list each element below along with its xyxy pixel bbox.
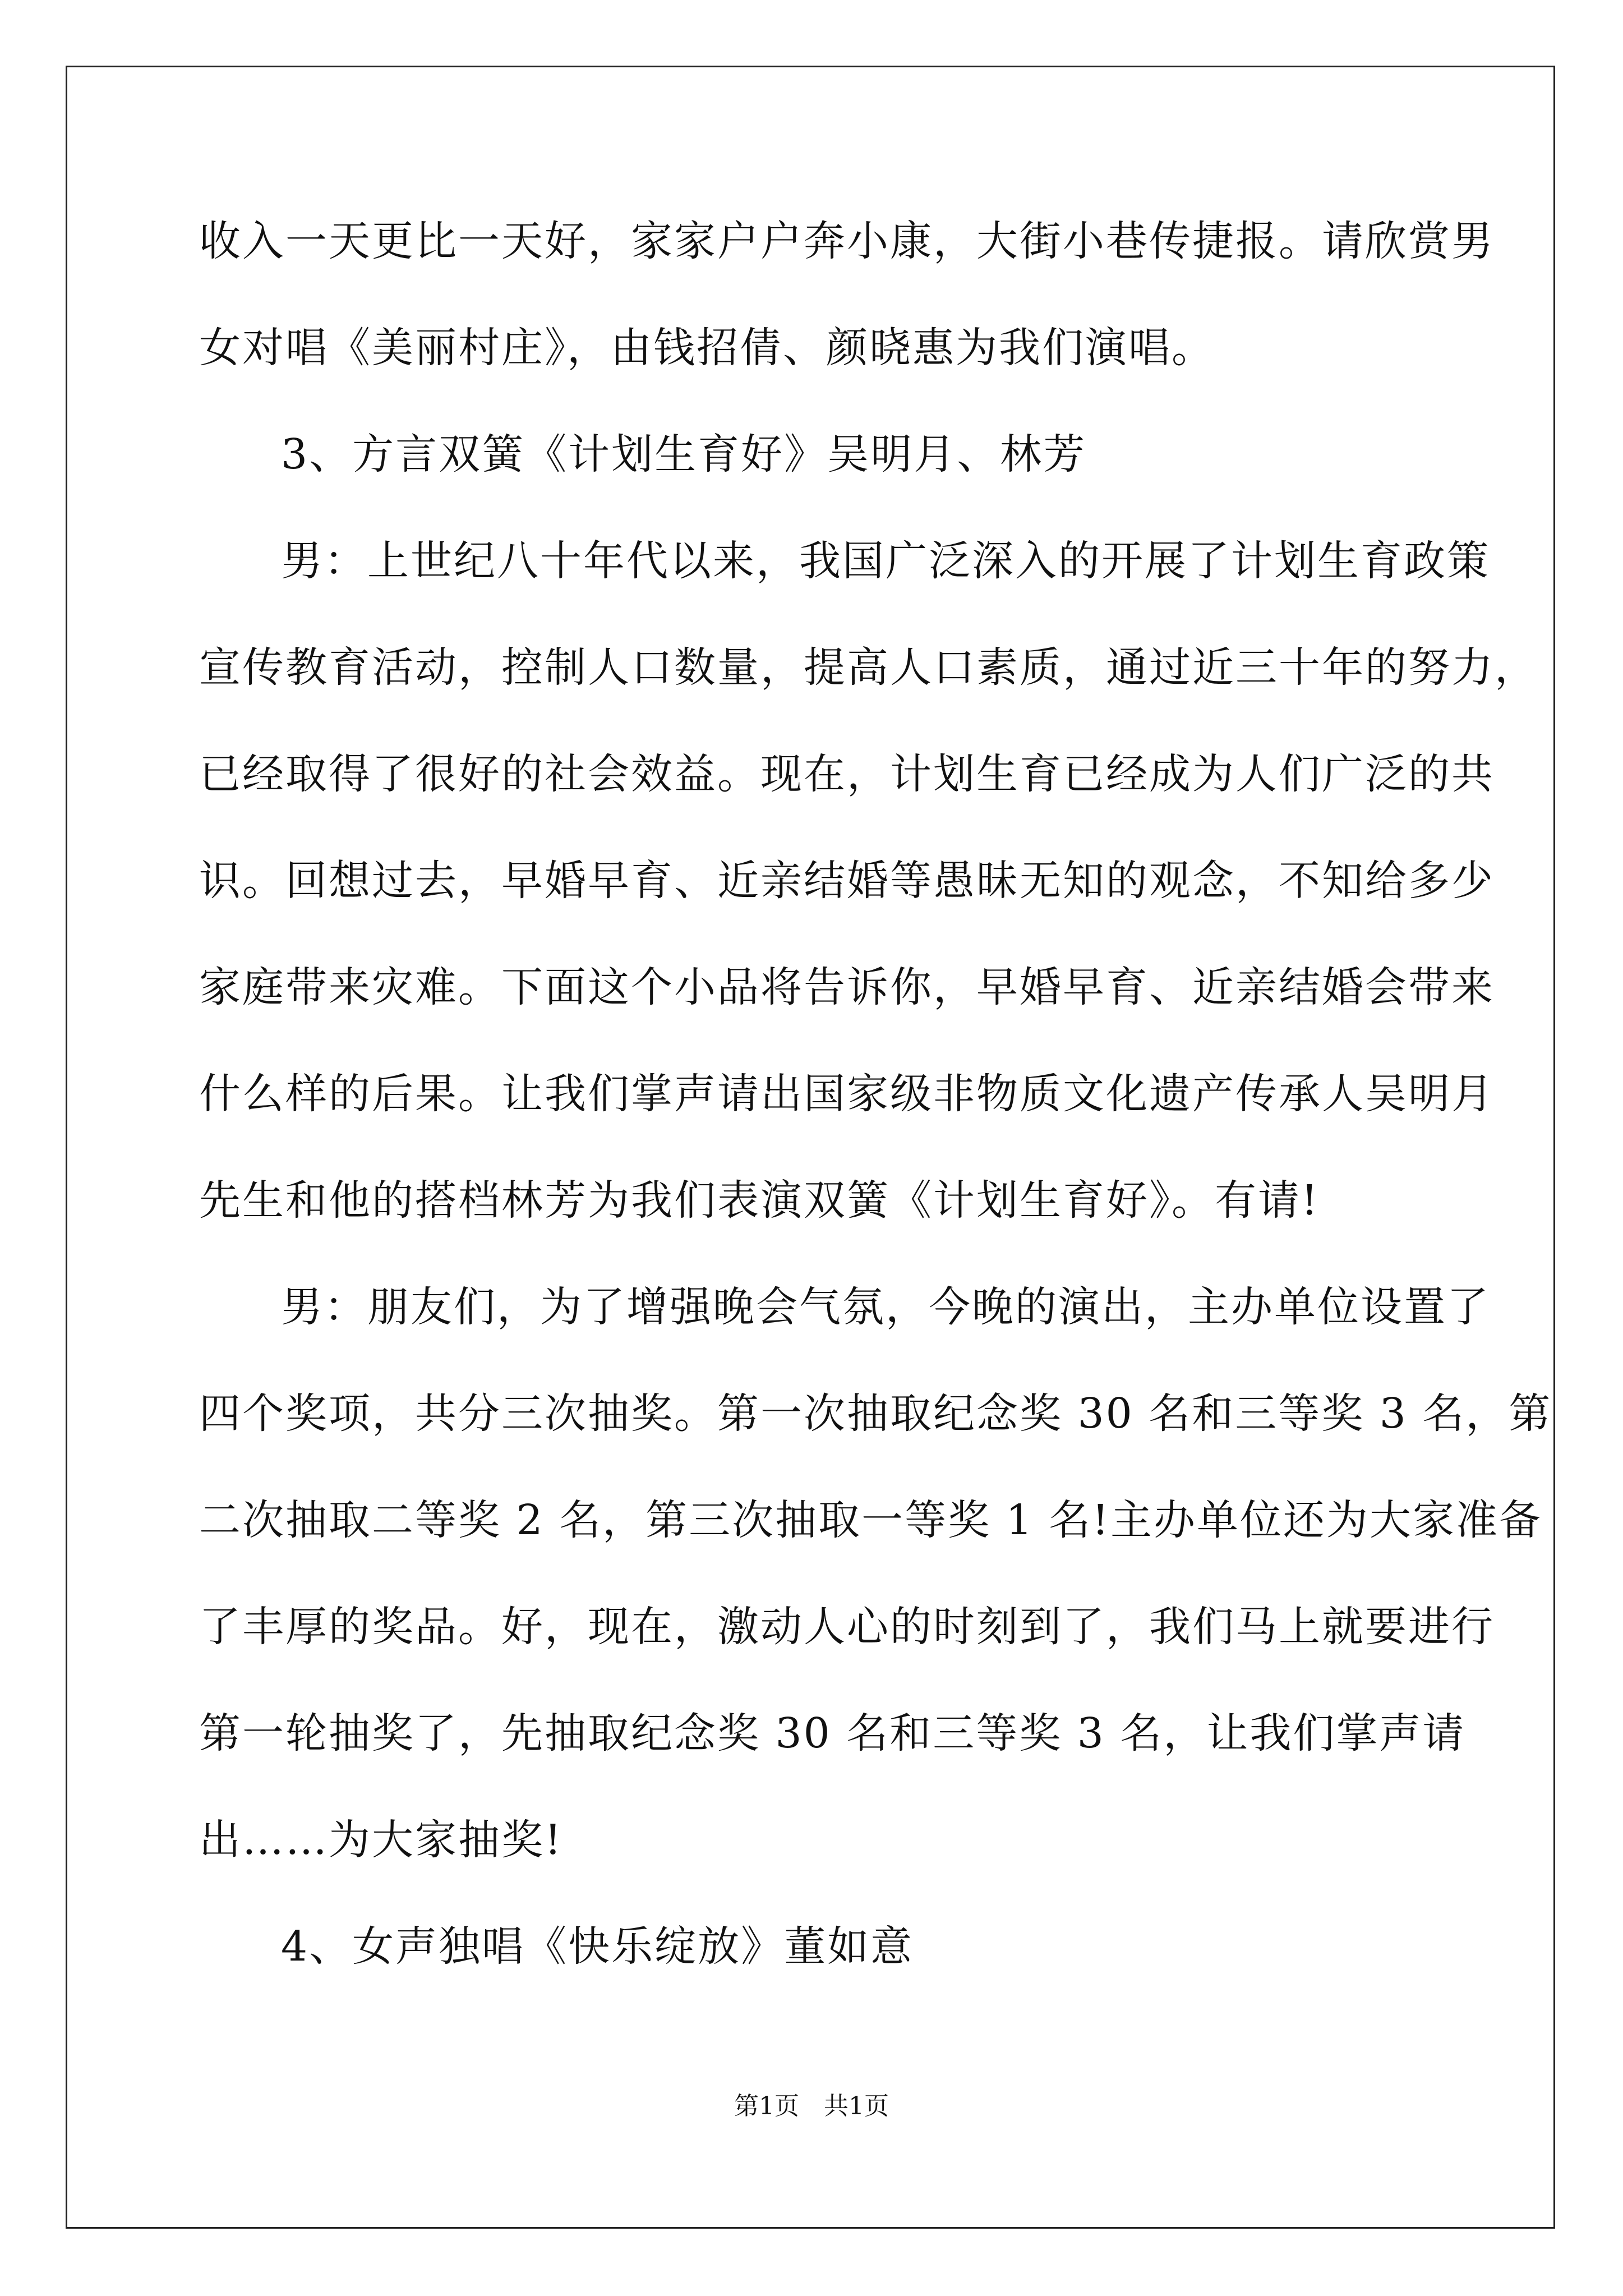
- paragraph-line: 女对唱《美丽村庄》，由钱招倩、颜晓惠为我们演唱。: [199, 324, 1215, 372]
- page-border: [66, 66, 1555, 2229]
- paragraph-line: 第一轮抽奖了，先抽取纪念奖 30 名和三等奖 3 名，让我们掌声请: [199, 1709, 1466, 1757]
- paragraph-line: 已经取得了很好的社会效益。现在，计划生育已经成为人们广泛的共: [199, 750, 1495, 798]
- paragraph-line: 识。回想过去，早婚早育、近亲结婚等愚昧无知的观念，不知给多少: [199, 857, 1495, 905]
- paragraph-line: 先生和他的搭档林芳为我们表演双簧《计划生育好》。有请!: [199, 1176, 1320, 1225]
- paragraph-line: 家庭带来灾难。下面这个小品将告诉你，早婚早育、近亲结婚会带来: [199, 963, 1495, 1011]
- paragraph-line: 四个奖项，共分三次抽奖。第一次抽取纪念奖 30 名和三等奖 3 名，第: [199, 1389, 1552, 1438]
- paragraph-line: 出……为大家抽奖!: [199, 1816, 563, 1864]
- paragraph-line: 二次抽取二等奖 2 名，第三次抽取一等奖 1 名!主办单位还为大家准备: [199, 1496, 1542, 1544]
- paragraph-line: 宣传教育活动，控制人口数量，提高人口素质，通过近三十年的努力，: [199, 643, 1538, 692]
- page-footer: 第1页 共1页: [734, 2092, 889, 2120]
- paragraph-line: 什么样的后果。让我们掌声请出国家级非物质文化遗产传承人吴明月: [199, 1070, 1495, 1118]
- paragraph-line: 了丰厚的奖品。好，现在，激动人心的时刻到了，我们马上就要进行: [199, 1603, 1495, 1651]
- section-heading: 4、女声独唱《快乐绽放》董如意: [281, 1922, 914, 1971]
- section-heading: 3、方言双簧《计划生育好》吴明月、林芳: [281, 430, 1087, 478]
- paragraph-line: 男：朋友们，为了增强晚会气氛，今晚的演出，主办单位设置了: [281, 1283, 1490, 1331]
- paragraph-line: 男：上世纪八十年代以来，我国广泛深入的开展了计划生育政策: [281, 537, 1490, 585]
- paragraph-line: 收入一天更比一天好，家家户户奔小康，大街小巷传捷报。请欣赏男: [199, 217, 1495, 265]
